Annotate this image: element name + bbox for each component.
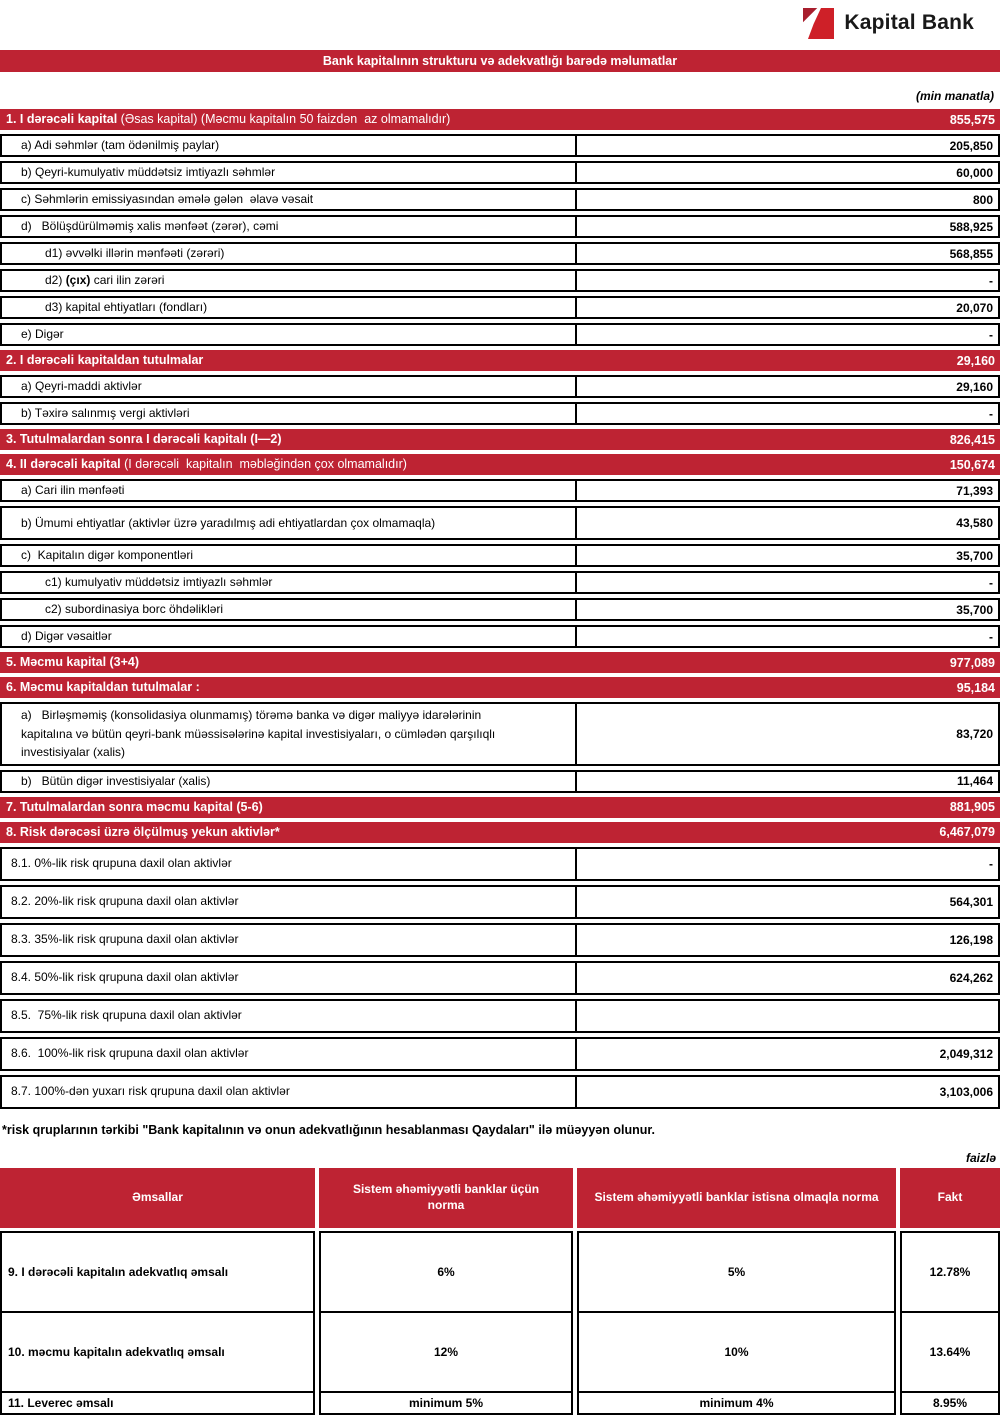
row-value: 11,464 — [575, 772, 998, 791]
section-row — [0, 454, 1000, 475]
item-row — [0, 847, 1000, 881]
item-row — [0, 506, 1000, 540]
row-value — [575, 1001, 998, 1031]
row-value: 95,184 — [956, 680, 995, 695]
row-label-text: d2) — [45, 273, 66, 287]
row-label — [6, 655, 950, 670]
row-label-text: b) Qeyri-kumulyativ müddətsiz imtiyazlı səhmlər — [21, 165, 276, 179]
row-value: - — [575, 325, 998, 344]
row-label — [6, 680, 957, 695]
row-value: 855,575 — [949, 112, 995, 127]
row-label-text: b) Bütün digər investisiyalar (xalis) — [21, 773, 211, 788]
row-label-bold-text: 1. I dərəcəli kapital — [6, 112, 118, 126]
header-norm-systemic: Sistem əhəmiyyətli banklar üçün norma — [319, 1168, 573, 1228]
row-label-bold-text: 5. Məcmu kapital (3+4) — [6, 655, 140, 669]
header-fact: Fakt — [900, 1168, 1000, 1228]
row-value: 71,393 — [575, 481, 998, 500]
row-label-text: 8.7. 100%-dən yuxarı risk qrupuna daxil olan aktivlər — [11, 1084, 290, 1099]
item-row — [0, 479, 1000, 502]
ratio-fact: 12.78% — [900, 1231, 1000, 1313]
row-value: 977,089 — [949, 655, 995, 670]
row-value: 29,160 — [575, 377, 998, 396]
row-label — [6, 825, 939, 840]
row-label-text: a) Cari ilin mənfəəti — [21, 483, 125, 497]
row-value: - — [575, 271, 998, 290]
item-row — [0, 625, 1000, 648]
row-value: 564,301 — [575, 887, 998, 917]
item-row — [0, 375, 1000, 398]
row-label — [2, 1001, 575, 1031]
row-value: 29,160 — [956, 353, 995, 368]
header-norm-non-systemic: Sistem əhəmiyyətli banklar istisna olmaqla norma — [577, 1168, 896, 1228]
row-label-text: b) Təxirə salınmış vergi aktivləri — [21, 406, 190, 420]
row-label-rest-text: (I dərəcəli kapitalın məbləğindən çox olmamalıdır) — [120, 457, 407, 471]
row-label-text: d1) əvvəlki illərin mənfəəti (zərəri) — [45, 246, 225, 260]
row-label-text: 8.5. 75%-lik risk qrupuna daxil olan aktivlər — [11, 1008, 242, 1023]
row-value: 588,925 — [575, 217, 998, 236]
ratio-norm-non-systemic: 10% — [577, 1311, 896, 1393]
row-value: 83,720 — [575, 704, 998, 764]
ratio-label: 10. məcmu kapitalın adekvatlıq əmsalı — [0, 1311, 315, 1393]
capital-structure-table — [0, 109, 1000, 1109]
ratio-norm-systemic: minimum 5% — [319, 1391, 573, 1415]
item-row — [0, 1075, 1000, 1109]
row-label — [2, 190, 575, 209]
brand-header — [0, 0, 1000, 42]
row-label-bold-text: 2. I dərəcəli kapitaldan tutulmalar — [6, 353, 204, 367]
document-title: Bank kapitalının strukturu və adekvatlığı barədə məlumatlar — [0, 50, 1000, 72]
risk-groups-footnote: *risk qruplarının tərkibi "Bank kapitalının və onun adekvatlığının hesablanması Qaydaları" ilə müəyyən olunur. — [2, 1122, 656, 1137]
row-label — [2, 573, 575, 592]
row-label — [2, 298, 575, 317]
row-label-text: 8.2. 20%-lik risk qrupuna daxil olan aktivlər — [11, 894, 239, 909]
row-value: 881,905 — [949, 800, 995, 815]
row-label-text: c2) subordinasiya borc öhdəlikləri — [45, 602, 224, 616]
row-label — [6, 432, 950, 447]
row-value: - — [575, 404, 998, 423]
item-row — [0, 923, 1000, 957]
item-row — [0, 161, 1000, 184]
row-label — [2, 963, 575, 993]
row-value: - — [575, 627, 998, 646]
section-row — [0, 429, 1000, 450]
section-row — [0, 797, 1000, 818]
ratio-row — [0, 1311, 1000, 1393]
row-value: 126,198 — [575, 925, 998, 955]
ratio-norm-systemic: 6% — [319, 1231, 573, 1313]
item-row — [0, 702, 1000, 766]
ratio-fact: 13.64% — [900, 1311, 1000, 1393]
row-label-text: a) Adi səhmlər (tam ödənilmiş paylar) — [21, 138, 220, 152]
row-label — [6, 457, 950, 472]
row-label — [2, 163, 575, 182]
row-label-text: a) Qeyri-maddi aktivlər — [21, 379, 142, 393]
row-label-bold-text: 8. Risk dərəcəsi üzrə ölçülmuş yekun aktivlər* — [6, 824, 280, 839]
row-label — [2, 772, 575, 791]
row-value: 568,855 — [575, 244, 998, 263]
row-label — [2, 704, 575, 764]
item-row — [0, 770, 1000, 793]
row-label — [2, 481, 575, 500]
item-row — [0, 188, 1000, 211]
row-label-bold-text: 3. Tutulmalardan sonra I dərəcəli kapitalı (I—2) — [6, 432, 282, 446]
section-row — [0, 677, 1000, 698]
row-label-bold-text: 4. II dərəcəli kapital — [6, 457, 121, 471]
ratio-norm-non-systemic: 5% — [577, 1231, 896, 1313]
ratio-row — [0, 1231, 1000, 1313]
item-row — [0, 571, 1000, 594]
ratio-label: 11. Leverec əmsalı — [0, 1391, 315, 1415]
row-label — [2, 508, 575, 538]
row-label-text: c) Kapitalın digər komponentləri — [21, 548, 194, 562]
row-label-bold-text: 6. Məcmu kapitaldan tutulmalar : — [6, 680, 200, 694]
ratio-fact: 8.95% — [900, 1391, 1000, 1415]
row-label-bold-text: 7. Tutulmalardan sonra məcmu kapital (5-6) — [6, 799, 263, 814]
row-value: 2,049,312 — [575, 1039, 998, 1069]
ratios-header-row — [0, 1168, 1000, 1228]
row-label — [2, 546, 575, 565]
item-row — [0, 885, 1000, 919]
row-value: 624,262 — [575, 963, 998, 993]
row-label — [2, 600, 575, 619]
row-label — [2, 325, 575, 344]
row-label-rest-text: cari ilin zərəri — [90, 273, 165, 287]
unit-note-thousand-manat: (min manatla) — [915, 89, 994, 103]
row-value: - — [575, 573, 998, 592]
row-label-text: b) Ümumi ehtiyatlar (aktivlər üzrə yaradılmış adi ehtiyatlardan çox olmamaqla) — [21, 515, 436, 530]
item-row — [0, 134, 1000, 157]
ratio-row — [0, 1391, 1000, 1415]
row-label — [2, 1077, 575, 1107]
row-value: 3,103,006 — [575, 1077, 998, 1107]
row-value: 800 — [575, 190, 998, 209]
section-row — [0, 652, 1000, 673]
row-label-text: 8.1. 0%-lik risk qrupuna daxil olan aktivlər — [11, 856, 232, 871]
item-row — [0, 544, 1000, 567]
row-label-text: d) Bölüşdürülməmiş xalis mənfəət (zərər), cəmi — [21, 219, 279, 233]
row-label-rest-text: (Əsas kapital) (Məcmu kapitalın 50 faizdən az olmamalıdır) — [117, 112, 451, 126]
row-value: 205,850 — [575, 136, 998, 155]
row-label — [2, 1039, 575, 1069]
item-row — [0, 961, 1000, 995]
row-value: 20,070 — [575, 298, 998, 317]
row-label-text: d) Digər vəsaitlər — [21, 629, 112, 643]
row-label-text: 8.6. 100%-lik risk qrupuna daxil olan aktivlər — [11, 1046, 249, 1061]
header-coefficients: Əmsallar — [0, 1168, 315, 1228]
section-row — [0, 350, 1000, 371]
row-value: 35,700 — [575, 546, 998, 565]
row-label — [6, 800, 950, 815]
item-row — [0, 598, 1000, 621]
row-label-text: c) Səhmlərin emissiyasından əmələ gələn əlavə vəsait — [21, 192, 314, 206]
item-row — [0, 999, 1000, 1033]
section-row — [0, 822, 1000, 843]
section-row — [0, 109, 1000, 130]
row-label — [2, 849, 575, 879]
row-label — [2, 404, 575, 423]
ratio-norm-systemic: 12% — [319, 1311, 573, 1393]
row-label — [2, 627, 575, 646]
row-label-text: d3) kapital ehtiyatları (fondları) — [45, 300, 208, 314]
row-label — [6, 112, 950, 127]
ratio-label: 9. I dərəcəli kapitalın adekvatlıq əmsalı — [0, 1231, 315, 1313]
row-value: 150,674 — [949, 457, 995, 472]
row-label — [2, 377, 575, 396]
row-value: - — [575, 849, 998, 879]
row-label — [2, 271, 575, 290]
item-row — [0, 242, 1000, 265]
item-row — [0, 1037, 1000, 1071]
row-label-text: e) Digər — [21, 327, 64, 341]
ratios-body — [0, 1231, 1000, 1415]
row-label — [2, 887, 575, 917]
row-value: 60,000 — [575, 163, 998, 182]
ratio-norm-non-systemic: minimum 4% — [577, 1391, 896, 1415]
row-label-text: c1) kumulyativ müddətsiz imtiyazlı səhmlər — [45, 575, 273, 589]
row-label — [2, 925, 575, 955]
row-label — [2, 217, 575, 236]
row-value: 43,580 — [575, 508, 998, 538]
row-label-text: 8.3. 35%-lik risk qrupuna daxil olan aktivlər — [11, 932, 239, 947]
item-row — [0, 269, 1000, 292]
unit-note-percent: faizlə — [965, 1150, 996, 1165]
row-value: 826,415 — [949, 432, 995, 447]
row-label-text: 8.4. 50%-lik risk qrupuna daxil olan aktivlər — [11, 970, 239, 985]
item-row — [0, 215, 1000, 238]
row-label — [2, 136, 575, 155]
adequacy-ratios-table — [0, 1168, 1000, 1415]
row-label-text: a) Birləşməmiş (konsolidasiya olunmamış) törəmə banka və digər maliyyə idarələrinin kapitalına və bütün qeyri-bank müəssisələrinə kapital investisiyaları, o cümlədən qarşılıqlı investisiyalar (xalis) — [21, 708, 499, 760]
item-row — [0, 296, 1000, 319]
item-row — [0, 402, 1000, 425]
row-value: 35,700 — [575, 600, 998, 619]
brand-name: Kapital Bank — [844, 11, 974, 34]
item-row — [0, 323, 1000, 346]
row-label-bold-text: (çıx) — [65, 273, 91, 287]
row-label — [6, 353, 957, 368]
row-label — [2, 244, 575, 263]
kapital-bank-logo-icon — [802, 8, 835, 39]
row-value: 6,467,079 — [939, 825, 995, 840]
